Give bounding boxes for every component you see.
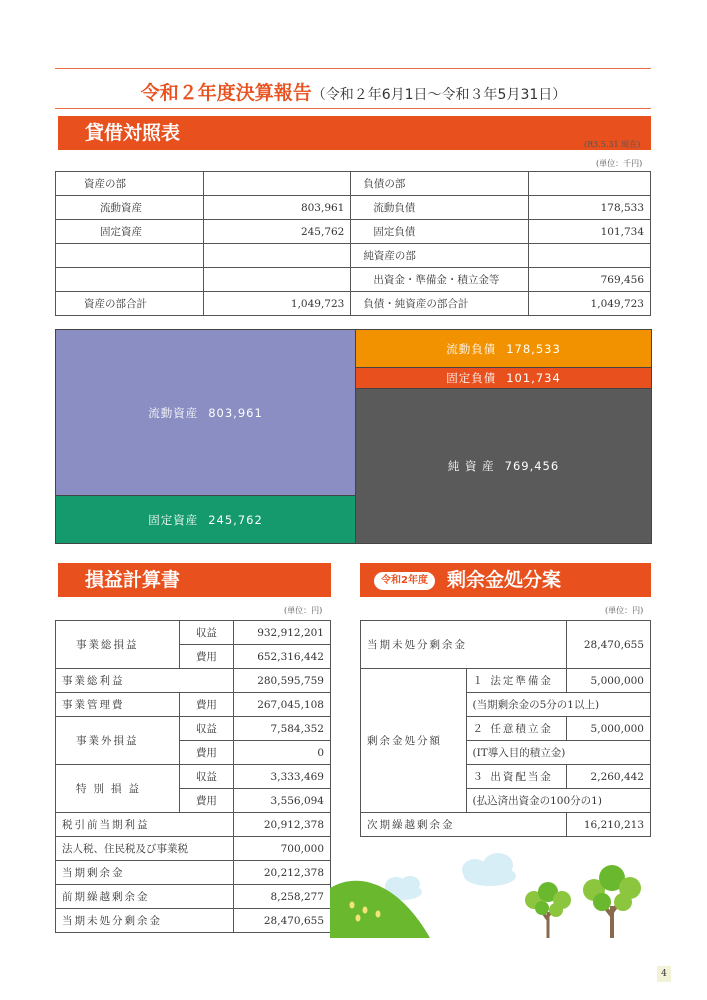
report-title: 令和２年度決算報告 (140, 82, 312, 104)
voluntary-value: 5,000,000 (567, 717, 651, 741)
gross-label: 事業総損益 (56, 621, 180, 669)
net-assets-header: 純資産の部 (351, 244, 529, 268)
voluntary-label: ２ 任意積立金 (466, 717, 567, 741)
net-assets-block-label: 純 資 産 (447, 459, 495, 473)
special-exp: 3,556,094 (234, 789, 331, 813)
bs-unit-note: (単位：千円) (596, 159, 643, 168)
assets-total-label: 資産の部合計 (56, 292, 204, 316)
balance-sheet-table (55, 171, 651, 316)
gross-exp: 652,316,442 (234, 645, 331, 669)
current-assets-value: 803,961 (203, 196, 351, 220)
gross-rev: 932,912,201 (234, 621, 331, 645)
special-label: 特別損益 (56, 765, 180, 813)
current-assets-label: 流動資産 (56, 196, 204, 220)
current-assets-block-label: 流動資産 (148, 405, 199, 420)
assets-total-value: 1,049,723 (203, 292, 351, 316)
tree-icon (583, 865, 641, 938)
gross-profit-label: 事業総利益 (56, 669, 234, 693)
balance-sheet-heading: 貸借対照表 (85, 122, 181, 144)
fixed-liab-value: 101,734 (529, 220, 651, 244)
unappropriated: 28,470,655 (234, 909, 331, 933)
carried: 8,258,277 (234, 885, 331, 909)
legal-label: １ 法定準備金 (466, 669, 567, 693)
dividend-value: 2,260,442 (567, 765, 651, 789)
fixed-liab-label: 固定負債 (351, 220, 529, 244)
liab-total-label: 負債・純資産の部合計 (351, 292, 529, 316)
balance-chart (55, 329, 652, 544)
appr-unappropriated-label: 当期未処分剰余金 (361, 621, 567, 669)
exp-label: 費用 (179, 693, 234, 717)
nonop-rev: 7,584,352 (234, 717, 331, 741)
exp-label: 費用 (179, 741, 234, 765)
fixed-assets-value: 245,762 (203, 220, 351, 244)
banner-edge (55, 116, 58, 150)
voluntary-note: (IT導入目的積立金) (466, 741, 651, 765)
fixed-assets-block-value: 245,762 (208, 512, 263, 527)
landscape-illustration (330, 850, 660, 945)
next-label: 次期繰越剰余金 (361, 813, 567, 837)
rev-label: 収益 (179, 621, 234, 645)
admin-exp: 267,045,108 (234, 693, 331, 717)
tax: 700,000 (234, 837, 331, 861)
net-assets-block (356, 389, 651, 543)
gross-profit: 280,595,759 (234, 669, 331, 693)
current-liab-block-value: 178,533 (506, 341, 561, 356)
dividend-label: ３ 出資配当金 (466, 765, 567, 789)
rev-label: 収益 (179, 765, 234, 789)
current-liab-value: 178,533 (529, 196, 651, 220)
liabilities-header: 負債の部 (351, 172, 529, 196)
fixed-liab-block-value: 101,734 (506, 371, 561, 385)
nonop-exp: 0 (234, 741, 331, 765)
current-assets-block (56, 330, 355, 495)
rev-label: 収益 (179, 717, 234, 741)
current-liab-block (356, 330, 651, 367)
next-value: 16,210,213 (567, 813, 651, 837)
nonop-label: 事業外損益 (56, 717, 180, 765)
legal-value: 5,000,000 (567, 669, 651, 693)
fixed-liab-block (356, 368, 651, 388)
unappropriated-label: 当期未処分剰余金 (56, 909, 234, 933)
net-label: 当期剰余金 (56, 861, 234, 885)
legal-note: (当期剰余金の5分の1以上) (466, 693, 651, 717)
net-assets-block-value: 769,456 (504, 459, 560, 473)
special-rev: 3,333,469 (234, 765, 331, 789)
fixed-liab-block-label: 固定負債 (446, 371, 497, 385)
appropriation-unit-note: (単位：円) (605, 606, 644, 615)
pretax: 20,912,378 (234, 813, 331, 837)
liab-total-value: 1,049,723 (529, 292, 651, 316)
admin-label: 事業管理費 (56, 693, 180, 717)
pretax-label: 税引前当期利益 (56, 813, 234, 837)
net: 20,212,378 (234, 861, 331, 885)
fixed-assets-label: 固定資産 (56, 220, 204, 244)
exp-label: 費用 (179, 789, 234, 813)
income-unit-note: (単位：円) (284, 606, 323, 615)
current-liab-block-label: 流動負債 (446, 341, 497, 356)
tax-label: 法人税、住民税及び事業税 (56, 837, 234, 861)
top-rule (55, 68, 651, 69)
current-liab-label: 流動負債 (351, 196, 529, 220)
balance-sheet-banner (55, 116, 651, 150)
report-period: （令和２年6月1日〜令和３年5月31日） (311, 87, 567, 103)
appropriation-heading: 剰余金処分案 (446, 569, 561, 591)
appropriation-banner (360, 563, 651, 597)
appr-unappropriated: 28,470,655 (567, 621, 651, 669)
capital-label: 出資金・準備金・積立金等 (351, 268, 529, 292)
dividend-note: (払込済出資金の100分の1) (466, 789, 651, 813)
exp-label: 費用 (179, 645, 234, 669)
page-title (0, 78, 707, 105)
page-number: 4 (657, 966, 671, 982)
fixed-assets-block (56, 496, 355, 543)
current-assets-block-value: 803,961 (208, 405, 263, 420)
capital-value: 769,456 (529, 268, 651, 292)
appropriation-label: 剰余金処分額 (361, 669, 467, 813)
date-note: (R3.5.31 現在) (584, 140, 641, 149)
income-heading: 損益計算書 (85, 569, 181, 591)
cloud-icon (382, 853, 516, 900)
banner-edge (55, 563, 58, 597)
income-banner (55, 563, 331, 597)
carried-label: 前期繰越剰余金 (56, 885, 234, 909)
income-table (55, 620, 331, 933)
fixed-assets-block-label: 固定資産 (148, 512, 199, 527)
appropriation-table (360, 620, 651, 837)
assets-header: 資産の部 (56, 172, 204, 196)
tree-icon (525, 882, 571, 938)
fiscal-year-pill: 令和2年度 (374, 572, 435, 590)
title-rule (55, 108, 651, 109)
